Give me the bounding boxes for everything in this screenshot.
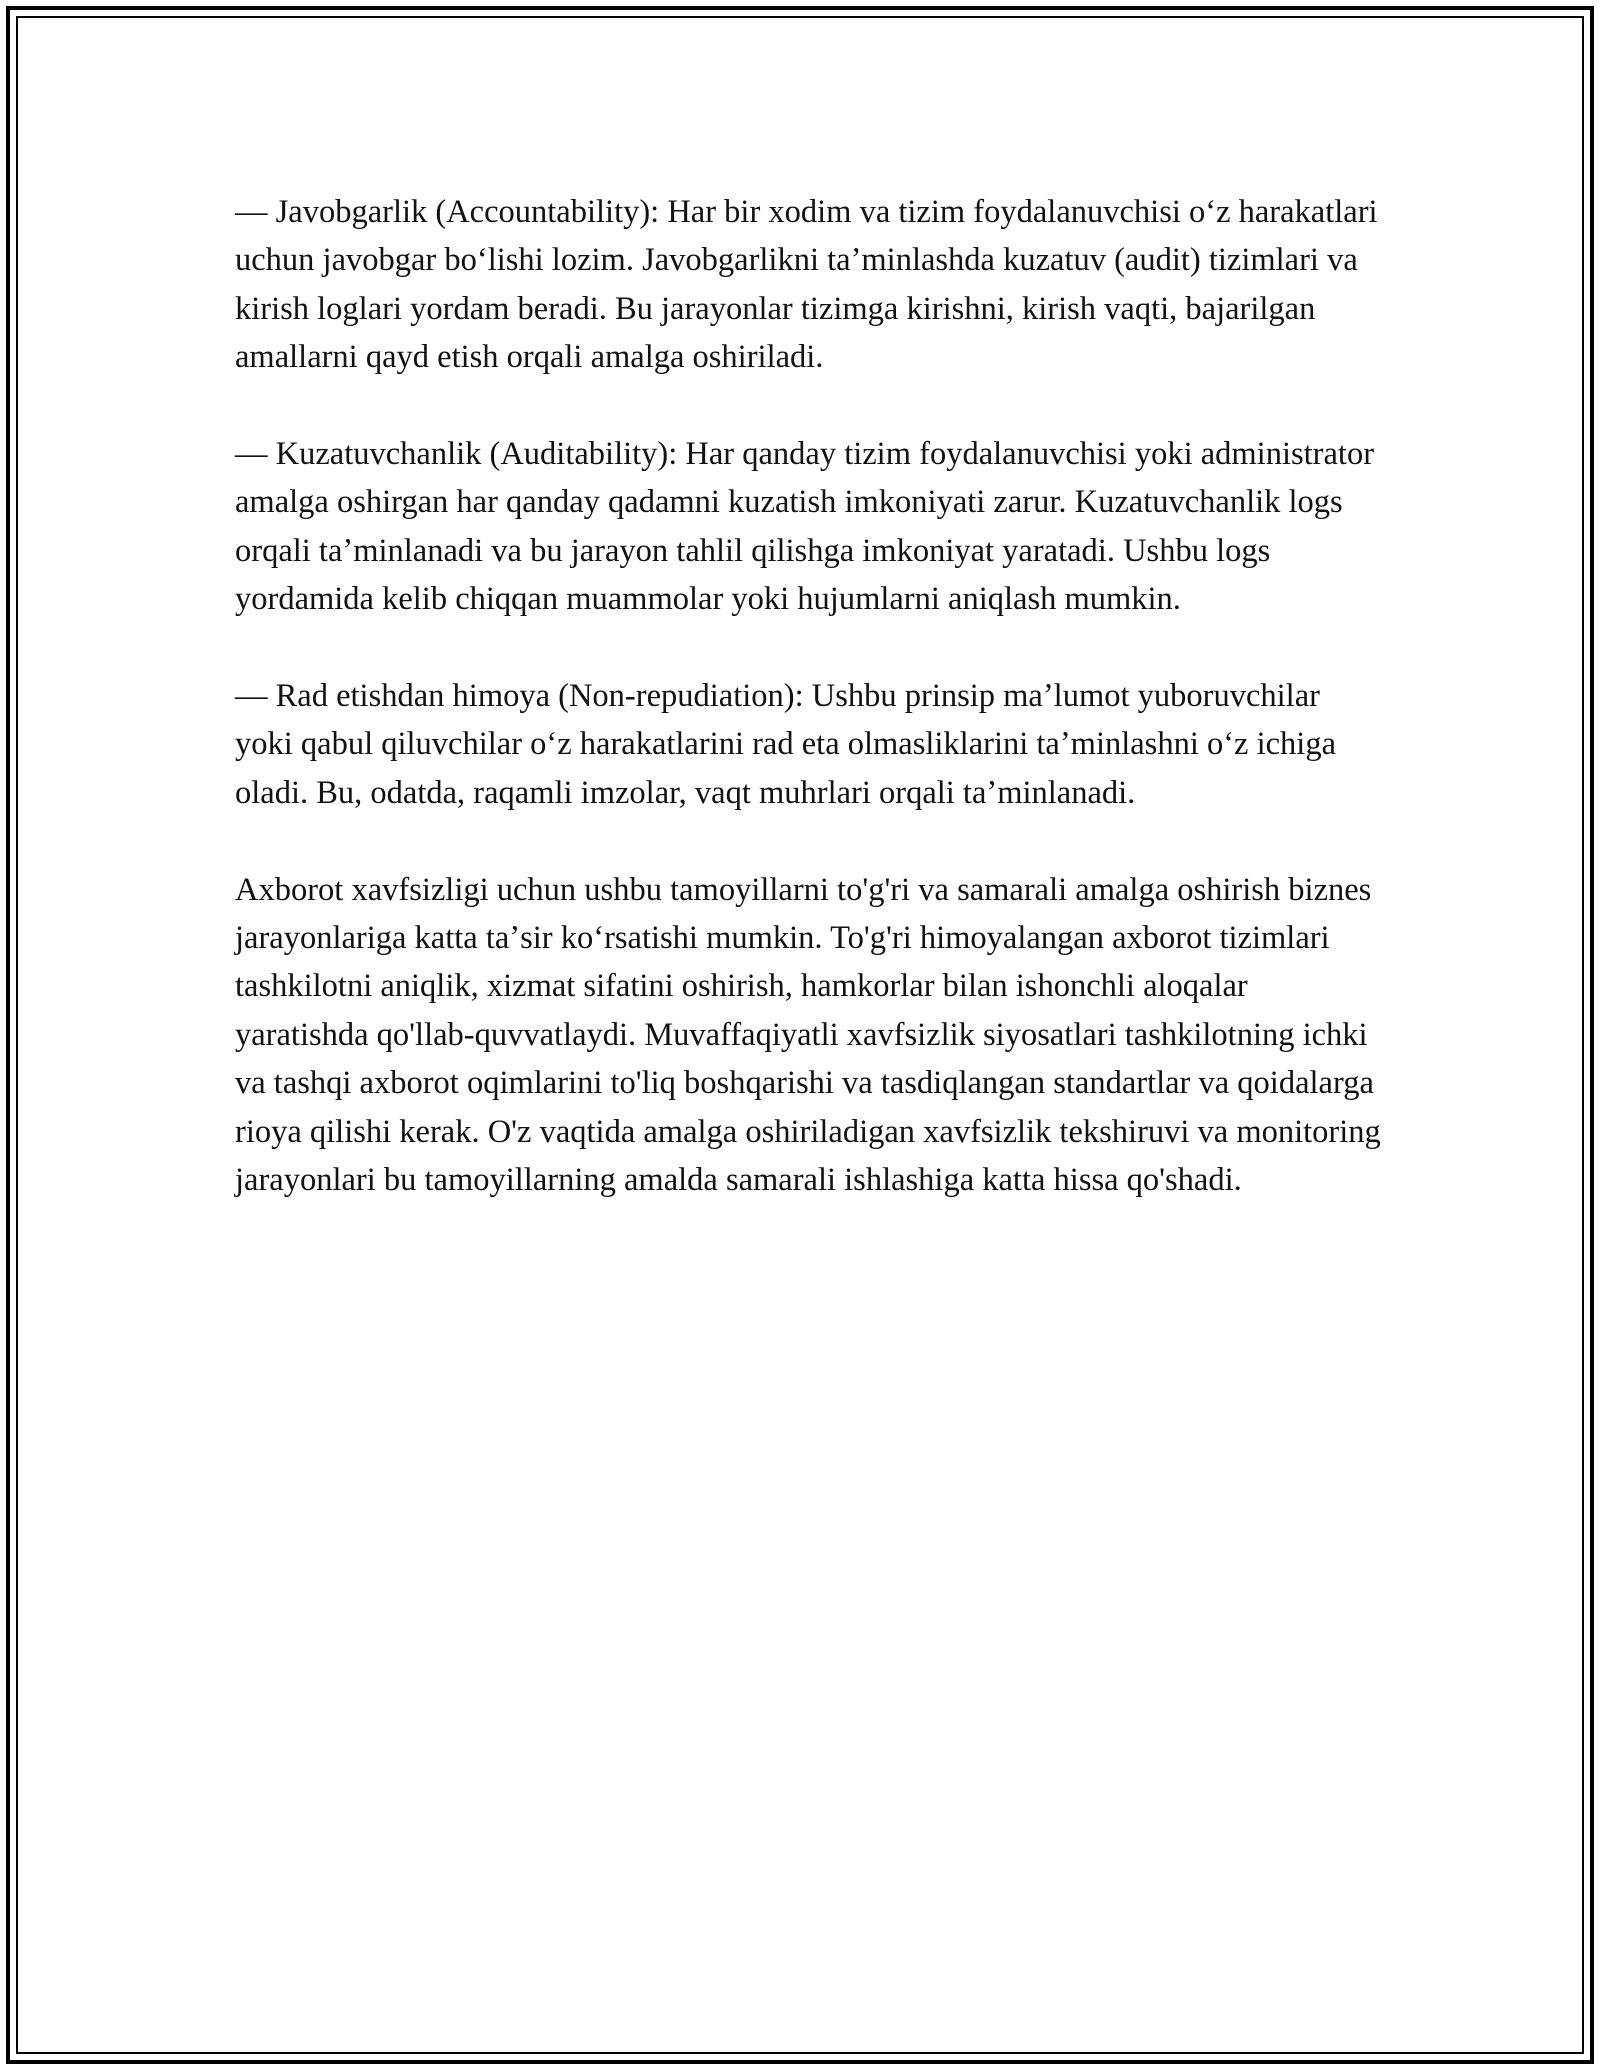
paragraph-accountability: — Javobgarlik (Accountability): Har bir xodim va tizim foydalanuvchisi oʻz harakatlari uchun javobgar boʻlishi lozim. Javobgarlikni taʼminlashda kuzatuv (audit) tizimlari va kirish loglari yordam beradi. Bu jarayonlar tizimga kirishni, kirish vaqti, bajarilgan amallarni qayd etish orqali amalga oshiriladi. — [235, 194, 1378, 376]
paragraph-auditability: — Kuzatuvchanlik (Auditability): Har qanday tizim foydalanuvchisi yoki administrator amalga oshirgan har qanday qadamni kuzatish imkoniyati zarur. Kuzatuvchanlik logs orqali taʼminlanadi va bu jarayon tahlil qilishga imkoniyat yaratadi. Ushbu logs yordamida kelib chiqqan muammolar yoki hujumlarni aniqlash mumkin. — [235, 436, 1375, 618]
paragraph-conclusion: Axborot xavfsizligi uchun ushbu tamoyillarni to'g'ri va samarali amalga oshirish biznes jarayonlariga katta taʼsir koʻrsatishi mumkin. To'g'ri himoyalangan axborot tizimlari tashkilotni aniqlik, xizmat sifatini oshirish, hamkorlar bilan ishonchli aloqalar yaratishda qo'llab-quvvatlaydi. Muvaffaqiyatli xavfsizlik siyosatlari tashkilotning ichki va tashqi axborot oqimlarini to'liq boshqarishi va tasdiqlangan standartlar va qoidalarga rioya qilishi kerak. O'z vaqtida amalga oshiriladigan xavfsizlik tekshiruvi va monitoring jarayonlari bu tamoyillarning amalda samarali ishlashiga katta hissa qo'shadi. — [235, 871, 1381, 1199]
document-body — [235, 188, 1385, 1253]
paragraph-non-repudiation: — Rad etishdan himoya (Non-repudiation): Ushbu prinsip maʼlumot yuboruvchilar yoki qabul qiluvchilar oʻz harakatlarini rad eta olmasliklarini taʼminlashni oʻz ichiga oladi. Bu, odatda, raqamli imzolar, vaqt muhrlari orqali taʼminlanadi. — [235, 678, 1337, 811]
